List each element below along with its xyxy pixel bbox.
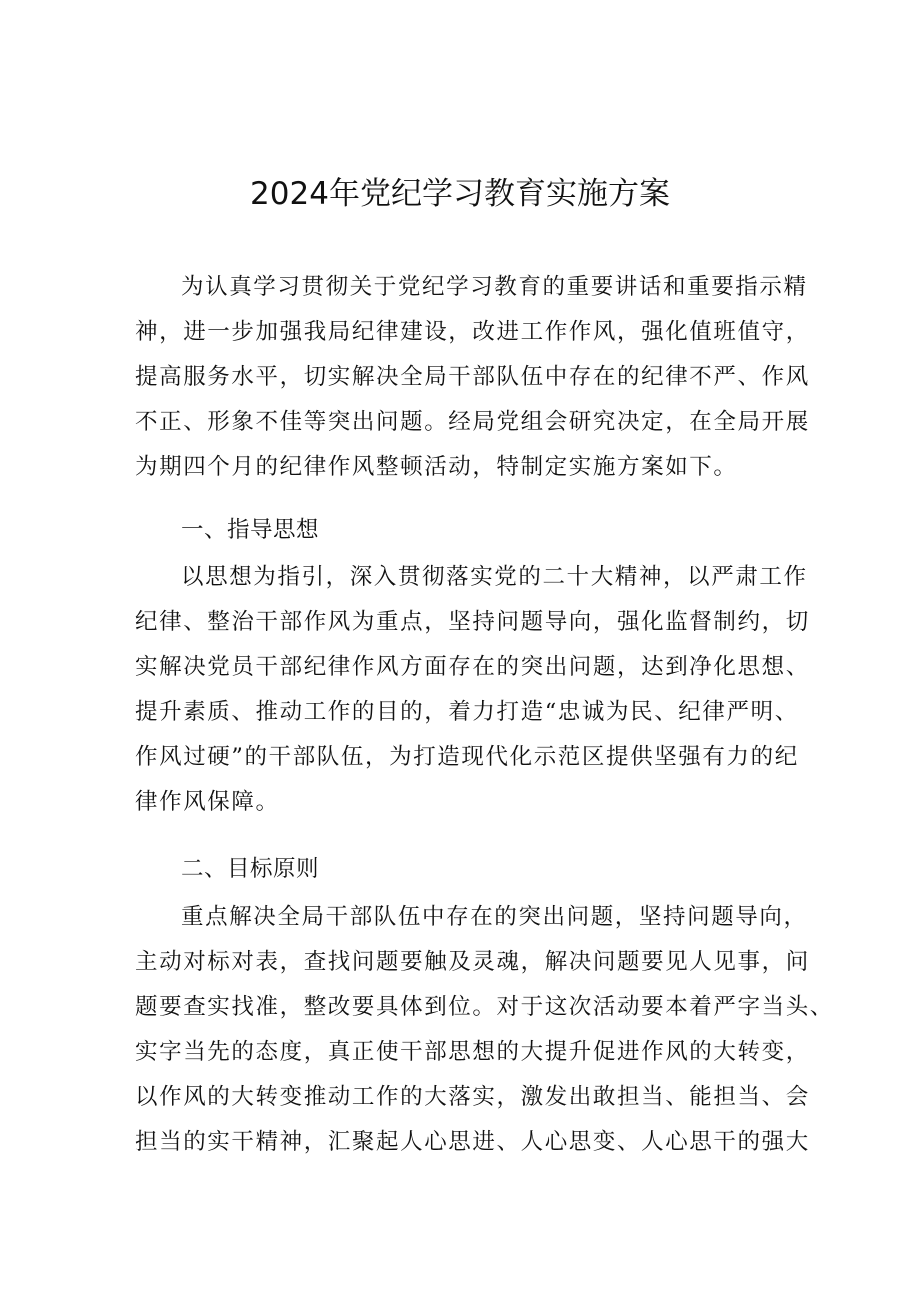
text-line: 提升素质、推动工作的目的，着力打造“忠诚为民、纪律严明、 (135, 699, 799, 725)
section-heading-guiding-ideology: 一、指导思想 (181, 517, 320, 543)
section1-paragraph (135, 555, 810, 825)
text-line: 重点解决全局干部队伍中存在的突出问题，坚持问题导向， (181, 904, 808, 930)
text-line: 实解决党员干部纪律作风方面存在的突出问题，达到净化思想、 (135, 654, 810, 680)
text-line: 为期四个月的纪律作风整顿活动，特制定实施方案如下。 (135, 454, 738, 480)
document-title: 2024年党纪学习教育实施方案 (250, 176, 670, 212)
text-line: 担当的实干精神，汇聚起人心思进、人心思变、人心思干的强大 (135, 1129, 810, 1155)
text-line: 题要查实找准，整改要具体到位。对于这次活动要本着严字当头、 (135, 994, 834, 1020)
text-line: 神，进一步加强我局纪律建设，改进工作作风，强化值班值守， (135, 319, 810, 345)
text-line: 不正、形象不佳等突出问题。经局党组会研究决定，在全局开展 (135, 409, 810, 435)
text-line: 提高服务水平，切实解决全局干部队伍中存在的纪律不严、作风 (135, 364, 810, 390)
text-line: 实字当先的态度，真正使干部思想的大提升促进作风的大转变， (135, 1039, 810, 1065)
text-line: 纪律、整治干部作风为重点，坚持问题导向，强化监督制约，切 (135, 609, 810, 635)
text-line: 以作风的大转变推动工作的大落实，激发出敢担当、能担当、会 (135, 1084, 810, 1110)
section2-paragraph (135, 895, 834, 1165)
text-line: 为认真学习贯彻关于党纪学习教育的重要讲话和重要指示精 (181, 274, 808, 300)
text-line: 主动对标对表，查找问题要触及灵魂，解决问题要见人见事，问 (135, 949, 810, 975)
text-line: 以思想为指引，深入贯彻落实党的二十大精神，以严肃工作 (181, 564, 808, 590)
text-line: 作风过硬”的干部队伍，为打造现代化示范区提供坚强有力的纪 (135, 744, 799, 770)
intro-paragraph (135, 265, 810, 490)
section-heading-goals-principles: 二、目标原则 (181, 856, 320, 882)
text-line: 律作风保障。 (135, 789, 280, 815)
